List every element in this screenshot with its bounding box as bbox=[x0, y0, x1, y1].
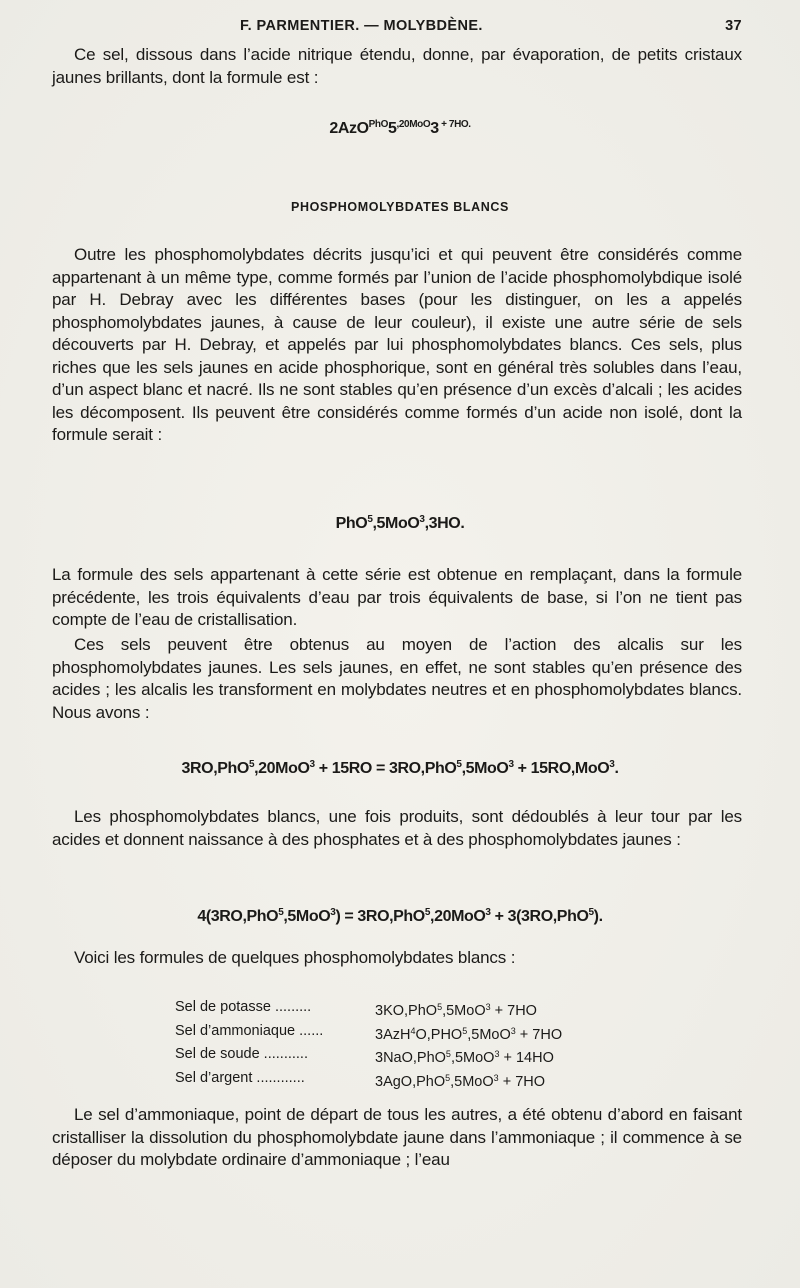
paragraph-list-intro: Voici les formules de quelques phosphomolybdates blancs : bbox=[74, 948, 516, 967]
formula-exponent: 4 bbox=[410, 1025, 416, 1036]
salt-name: Sel d’ammoniaque ...... bbox=[175, 1022, 324, 1039]
paragraph-salt-formula: La formule des sels appartenant à cette série est obtenue en remplaçant, dans la formule précédente, les trois équivalents d’eau par trois équivalents de base, si l’on ne tient pas compte de l’eau de cristallisation. bbox=[52, 565, 742, 629]
formula-exponent: 5 bbox=[248, 759, 255, 770]
paragraph-preparation: Ces sels peuvent être obtenus au moyen de l’action des alcalis sur les phosphomolybdates jaunes. Les sels jaunes, en effet, ne sont stables qu’en présence des acides ; les alcalis les transforment en molybdates neutres et en phosphomolybdates blancs. Nous avons : bbox=[52, 635, 742, 722]
formula-exponent: 5 bbox=[445, 1072, 451, 1083]
salt-formula-list bbox=[175, 998, 695, 1092]
formula-exponent: 3 bbox=[494, 1049, 500, 1060]
formula-exponent: 3 bbox=[485, 907, 491, 918]
formula-exponent: PhO bbox=[368, 119, 388, 130]
formula-exponent: 5 bbox=[588, 907, 594, 918]
formula-exponent: 5 bbox=[424, 907, 431, 918]
salt-row bbox=[175, 1022, 695, 1046]
salt-formula: 3AgO,PhO$^5$,5MoO$^3$ + 7HO bbox=[375, 1072, 546, 1090]
formula-exponent: 5 bbox=[367, 514, 373, 525]
salt-name: Sel de potasse ......... bbox=[175, 999, 312, 1015]
formula-exponent: 3 bbox=[609, 759, 615, 770]
formula-exponent: 5 bbox=[462, 1025, 468, 1036]
formula-exponent: 5 bbox=[456, 759, 462, 770]
salt-row bbox=[175, 1045, 695, 1069]
formula-exponent: 3 bbox=[330, 907, 336, 918]
formula-acid: PhO$^5$,5MoO$^3$,3HO. bbox=[335, 514, 465, 532]
page-header bbox=[60, 14, 746, 38]
formula-exponent: 3 bbox=[309, 759, 315, 770]
formula-exponent: ,20MoO bbox=[396, 119, 431, 130]
salt-row bbox=[175, 998, 695, 1022]
section-title: PHOSPHOMOLYBDATES BLANCS bbox=[291, 200, 509, 214]
formula-exponent: 5 bbox=[437, 1002, 443, 1012]
salt-formula: $3AzH^4O,PHO^5,5MoO^3 + 7HO$ bbox=[375, 1025, 563, 1043]
formula-exponent: 5 bbox=[445, 1049, 451, 1060]
paragraph-intro: Ce sel, dissous dans l’acide nitrique étendu, donne, par évaporation, de petits cristaux jaunes brillants, dont la formule est : bbox=[52, 45, 742, 87]
formula-reaction-acid: 4(3RO,PhO$^5$,5MoO$^3$) = 3RO,PhO$^5$,20MoO$^3$ + 3(3RO,PhO$^5$). bbox=[197, 907, 603, 925]
formula-exponent: 3 bbox=[485, 1002, 491, 1012]
formula-exponent: 3 bbox=[510, 1025, 516, 1036]
salt-name: Sel d’argent ............ bbox=[175, 1069, 305, 1086]
running-title: F. PARMENTIER. — MOLYBDÈNE. bbox=[240, 18, 483, 34]
formula-exponent: 3 bbox=[493, 1072, 499, 1083]
formula-yellow-salt: $2AzO^{PhO}5^{,20MoO}3$ $^{+ 7HO.}$ bbox=[329, 119, 471, 137]
paragraph-ammonia-salt: Le sel d’ammoniaque, point de départ de tous les autres, a été obtenu d’abord en faisant cristalliser la dissolution du phosphomolybdate jaune dans l’ammoniaque ; il commence à se déposer du molybdate ordinaire d’ammoniaque ; l’eau bbox=[52, 1105, 742, 1169]
page-number: 37 bbox=[725, 18, 742, 34]
paragraph-decomposition: Les phosphomolybdates blancs, une fois produits, sont dédoublés à leur tour par les acides et donnent naissance à des phosphates et à des phosphomolybdates jaunes : bbox=[52, 807, 742, 849]
formula-exponent: 3 bbox=[508, 759, 514, 770]
salt-row bbox=[175, 1069, 695, 1093]
formula-exponent: 5 bbox=[278, 907, 284, 918]
salt-formula: 3KO,PhO$^5$,5MoO$^3$ + 7HO bbox=[375, 1002, 537, 1019]
formula-exponent: + 7HO. bbox=[438, 119, 471, 130]
salt-name: Sel de soude ........... bbox=[175, 1046, 308, 1063]
formula-reaction-alkali: 3RO,PhO$^5$,20MoO$^3$ + 15RO = 3RO,PhO$^5$,5MoO$^3$ + 15RO,MoO$^3$. bbox=[181, 759, 619, 777]
formula-exponent: 3 bbox=[419, 514, 425, 525]
salt-formula: 3NaO,PhO$^5$,5MoO$^3$ + 14HO bbox=[375, 1049, 554, 1067]
paragraph-white-phosphomolybdates: Outre les phosphomolybdates décrits jusqu’ici et qui peuvent être considérés comme appartenant à un même type, comme formés par l’union de l’acide phosphomolybdique isolé par H. Debray avec les différentes bases (pour les distinguer, on les a appelés phosphomolybdates jaunes, à cause de leur couleur), il existe une autre série de sels découverts par H. Debray, et appelés par lui phosphomolybdates blancs. Ces sels, plus riches que les sels jaunes en acide phosphorique, sont en général très solubles dans l’eau, d’un aspect blanc et nacré. Ils ne sont stables qu’en présence d’un excès d’alcali ; les acides les décomposent. Ils peuvent être considérés comme formés d’un acide non isolé, dont la formule serait : bbox=[52, 245, 742, 444]
